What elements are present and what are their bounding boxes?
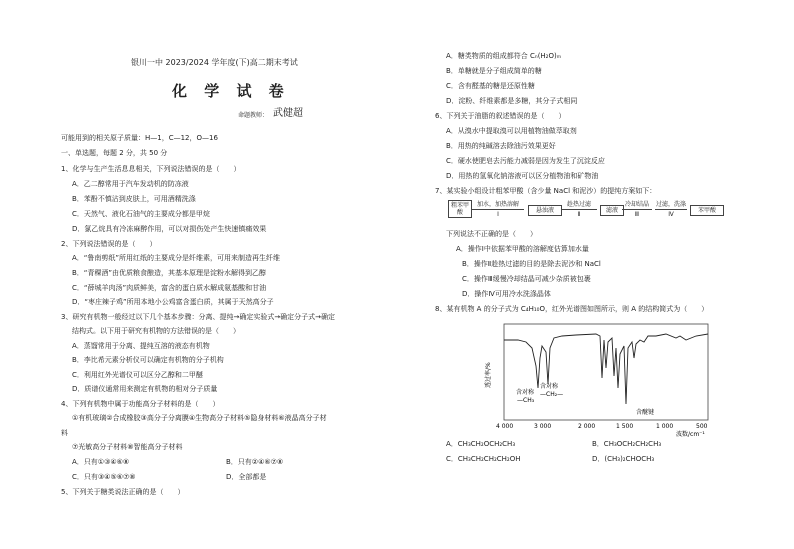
label-ether: 含醚键: [636, 409, 655, 416]
flow-arrow-2-bot: Ⅱ: [577, 211, 581, 218]
flow-suspension-box: 悬浊液: [528, 205, 562, 216]
flow-arrow-3: [622, 201, 652, 218]
tick-1000: 1 000: [656, 423, 674, 430]
flow-arrow-1: [472, 201, 524, 218]
author-label: 命题教师：: [238, 112, 269, 119]
tick-3000: 3 000: [534, 423, 552, 430]
section-header: 一、单选题，每题 2 分，共 50 分: [61, 149, 168, 157]
q7-option-a: A．操作Ⅰ中依据苯甲酸的溶解度估算加水量: [456, 245, 589, 253]
question-4-materials-end: ⑦光敏高分子材料⑧智能高分子材料: [72, 443, 183, 451]
flow-end-box: 苯甲酸: [690, 205, 724, 216]
flow-arrow-3-bot: Ⅲ: [634, 211, 640, 218]
flow-arrow-4-top: 过滤，洗涤: [655, 201, 686, 208]
q4-option-d: D．全部都是: [226, 473, 267, 481]
question-4-materials-cont: 料: [61, 429, 68, 437]
q4-option-a: A．只有①③④⑥⑧: [72, 458, 130, 466]
atomic-masses: 可能用到的相关原子质量：H—1，C—12，O—16: [61, 134, 218, 142]
q5-option-c: C．含有醛基的糖是还原性糖: [446, 82, 535, 90]
q4-option-b: B．只有②④⑥⑦⑧: [226, 458, 284, 466]
q6-option-d: D．用热的氢氧化钠溶液可以区分植物油和矿物油: [446, 172, 599, 180]
q6-option-c: C．硬水使肥皂去污能力减弱是因为发生了沉淀反应: [446, 157, 605, 165]
spectrum-frame: [504, 324, 708, 420]
q7-option-b: B．操作Ⅱ趁热过滤的目的是除去泥沙和 NaCl: [462, 260, 601, 268]
flow-arrow-4-bot: Ⅳ: [668, 211, 674, 218]
label-ch3: 含对称: [516, 389, 535, 396]
q6-option-a: A．从溴水中提取溴可以用植物油做萃取剂: [446, 127, 577, 135]
spectrum-ylabel: 透过率/%: [485, 362, 492, 388]
q8-option-b: B．CH₃OCH₂CH₂CH₃: [592, 440, 662, 448]
exam-title: 银川一中 2023/2024 学年度(下)高二期末考试: [131, 58, 298, 67]
flow-arrow-2: [561, 201, 597, 218]
question-8: 8、某有机物 A 的分子式为 C₄H₁₀O，红外光谱图如图所示，则 A 的结构简式为（ ）: [435, 305, 709, 313]
q5-option-b: B．单糖就是分子组成简单的糖: [446, 67, 542, 75]
question-3-cont: 结构式。以下用于研究有机物的方法错误的是（ ）: [72, 327, 240, 335]
flow-filtrate-box: 滤液: [600, 205, 624, 216]
q1-option-d: D．氯乙烷具有冷冻麻醉作用，可以对损伤处产生快速镇痛效果: [72, 225, 267, 233]
question-4: 4、下列有机物中属于功能高分子材料的是（ ）: [61, 400, 220, 408]
question-4-materials: ①有机玻璃②合成橡胶③高分子分离膜④生物高分子材料⑤隐身材料⑥液晶高分子材: [72, 414, 327, 422]
q7-option-c: C．操作Ⅲ缓慢冷却结晶可减少杂质被包裹: [462, 275, 591, 283]
question-5: 5、下列关于糖类说法正确的是（ ）: [61, 488, 185, 496]
subject-title: 化 学 试 卷: [172, 82, 290, 100]
tick-2000: 2 000: [578, 423, 596, 430]
flow-arrow-2-top: 趁热过滤: [566, 201, 591, 208]
spectrum-curve: [504, 334, 708, 404]
ir-spectrum-chart: [476, 318, 736, 438]
q8-option-c: C．CH₃CH₂CH₂CH₂OH: [446, 455, 521, 463]
q7-option-d: D．操作Ⅳ可用冷水洗涤晶体: [462, 290, 551, 298]
question-3: 3、研究有机物一般经过以下几个基本步骤：分离、提纯→确定实验式→确定分子式→确定: [61, 313, 336, 321]
q7-prompt: 下列说法不正确的是（ ）: [446, 230, 537, 238]
label-ch3-group: —CH₃: [517, 397, 535, 404]
q8-option-d: D．(CH₃)₂CHOCH₃: [592, 455, 655, 463]
flow-arrow-4: [655, 201, 687, 218]
flow-arrow-1-bot: Ⅰ: [497, 211, 499, 218]
q2-option-b: B．“青稞酒”由优质粮食酿造，其基本原理是淀粉水解得到乙醇: [72, 269, 267, 277]
q2-option-c: C．“薛城羊肉汤”肉质鲜美，富含的蛋白质水解成氨基酸和甘油: [72, 284, 267, 292]
question-2: 2、下列说法错误的是（ ）: [61, 240, 157, 248]
q3-option-c: C．利用红外光谱仪可以区分乙醇和二甲醚: [72, 371, 203, 379]
question-1: 1、化学与生产生活息息相关，下列说法错误的是（ ）: [61, 165, 241, 173]
q6-option-b: B．用热的纯碱溶去除油污效果更好: [446, 142, 556, 150]
q3-option-d: D．质谱仪通常用来测定有机物的相对分子质量: [72, 385, 218, 393]
q1-option-a: A．乙二醇常用于汽车发动机的防冻液: [72, 180, 189, 188]
q1-option-b: B．苯酚不慎沾到皮肤上，可用酒精洗涤: [72, 195, 196, 203]
flow-arrow-1-top: 加水，加热溶解: [476, 201, 519, 208]
label-ch2-group: —CH₂—: [540, 391, 564, 398]
q2-option-a: A．“鲁南剪纸”所用红纸的主要成分是纤维素，可用来制造再生纤维: [72, 254, 281, 262]
q5-option-d: D．淀粉、纤维素都是多糖，其分子式相同: [446, 97, 578, 105]
label-ch2: 含对称: [540, 383, 559, 390]
flow-arrow-3-top: 冷却结晶: [624, 201, 649, 208]
q5-option-a: A．糖类物质的组成都符合 Cₙ(H₂O)ₘ: [446, 52, 562, 60]
q3-option-b: B．李比希元素分析仪可以确定有机物的分子机构: [72, 356, 224, 364]
tick-4000: 4 000: [496, 423, 514, 430]
q1-option-c: C．天然气、液化石油气的主要成分都是甲烷: [72, 210, 210, 218]
tick-1500: 1 500: [616, 423, 634, 430]
spectrum-xlabel: 波数/cm⁻¹: [676, 431, 705, 438]
author-name: 武健超: [273, 108, 303, 119]
q8-option-a: A．CH₃CH₂OCH₂CH₃: [446, 440, 516, 448]
q3-option-a: A．蒸馏常用于分离、提纯互溶的液态有机物: [72, 342, 210, 350]
tick-500: 500: [696, 423, 708, 430]
flow-start-box: 粗苯甲酸: [448, 200, 472, 218]
question-6: 6、下列关于油脂的叙述错误的是（ ）: [435, 112, 566, 120]
q4-option-c: C．只有③④⑤⑥⑦⑧: [72, 473, 136, 481]
question-7: 7、某实验小组设计粗苯甲酸（含少量 NaCl 和泥沙）的提纯方案如下：: [435, 187, 657, 195]
q2-option-d: D．“枣庄辣子鸡”所用本地小公鸡富含蛋白质，其属于天然高分子: [72, 298, 274, 306]
